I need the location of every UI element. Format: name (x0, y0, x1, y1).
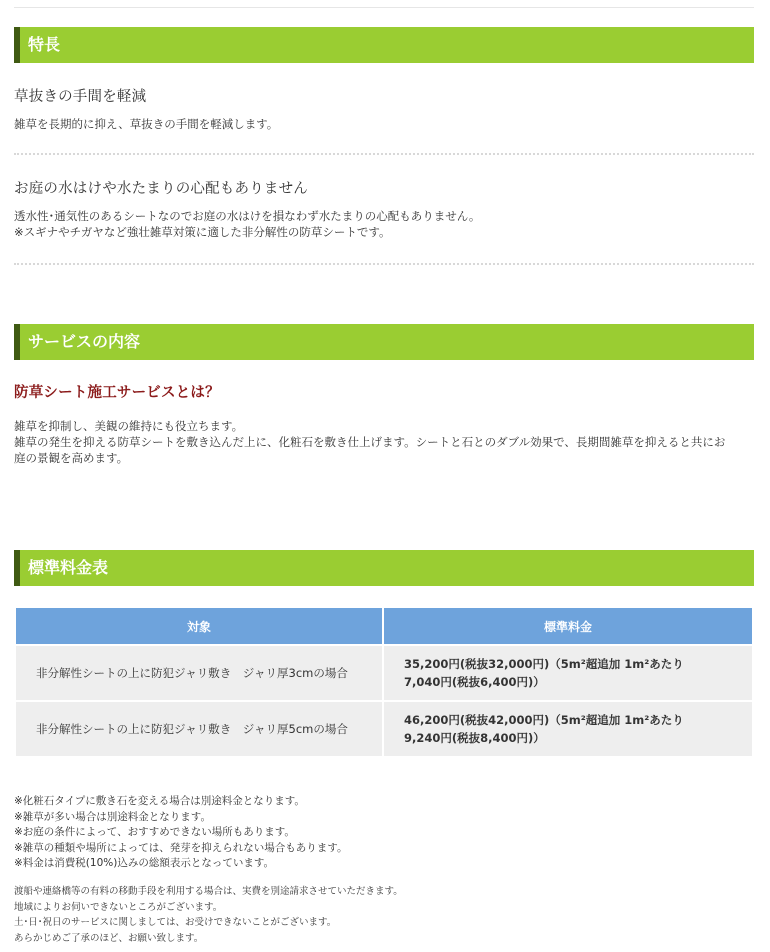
service-text-line: 庭の景観を高めます。 (14, 451, 129, 465)
note-line: ※化粧石タイプに敷き石を変える場合は別途料金となります。 (14, 795, 305, 807)
price-line: 46,200円(税抜42,000円)（5m²超追加 1m²あたり (404, 713, 684, 727)
column-header-price: 標準料金 (384, 608, 752, 644)
note-line: ※雑草が多い場合は別途料金となります。 (14, 810, 211, 823)
feature-heading-drainage: お庭の水はけや水たまりの心配もありません (14, 181, 308, 197)
price-table (14, 606, 754, 758)
price-notes (14, 794, 754, 872)
section-pricing-header: 標準料金表 (14, 550, 754, 586)
note-line: ※料金は消費税(10%)込みの総額表示となっています。 (14, 857, 274, 869)
price-line: 35,200円(税抜32,000円)（5m²超追加 1m²あたり (404, 657, 684, 671)
feature-text-line: 透水性･通気性のあるシートなのでお庭の水はけを損なわず水たまりの心配もありません。 (14, 209, 481, 223)
target-cell: 非分解性シートの上に防犯ジャリ敷き ジャリ厚5cmの場合 (16, 702, 382, 756)
section-service-header: サービスの内容 (14, 324, 754, 360)
service-conditions (14, 884, 754, 946)
target-cell: 非分解性シートの上に防犯ジャリ敷き ジャリ厚3cmの場合 (16, 646, 382, 700)
price-cell (384, 702, 752, 756)
service-heading: 防草シート施工サービスとは？ (14, 385, 220, 401)
dotted-divider (14, 263, 754, 265)
section-features-header: 特長 (14, 27, 754, 63)
service-text-line: 雑草を抑制し、美観の維持にも役立ちます。 (14, 419, 244, 433)
top-divider (14, 7, 754, 8)
note-line: ※お庭の条件によって、おすすめできない場所もあります。 (14, 826, 295, 838)
feature-heading-weeding: 草抜きの手間を軽減 (14, 89, 147, 105)
feature-text-weeding: 雑草を長期的に抑え、草抜きの手間を軽減します。 (14, 117, 279, 131)
feature-text-drainage (14, 208, 754, 240)
note-line: ※雑草の種類や場所によっては、発芽を抑えられない場合もあります。 (14, 841, 348, 854)
table-row (16, 646, 752, 700)
service-text-line: 雑草の発生を抑える防草シートを敷き込んだ上に、化粧石を敷き仕上げます。シートと石とのダブル効果で、長期間雑草を抑えると共にお (14, 435, 726, 449)
price-line: 9,240円(税抜8,400円)） (404, 731, 545, 745)
condition-line: 地域によりお伺いできないところがございます。 (14, 901, 223, 913)
feature-text-line: ※スギナやチガヤなど強壮雑草対策に適した非分解性の防草シートです。 (14, 225, 391, 239)
table-header-row (16, 608, 752, 644)
condition-line: あらかじめご了承のほど、お願い致します。 (14, 932, 204, 944)
condition-line: 渡船や連絡橋等の有料の移動手段を利用する場合は、実費を別途請求させていただきます。 (14, 886, 403, 897)
service-description (14, 418, 754, 466)
dotted-divider (14, 153, 754, 155)
price-cell (384, 646, 752, 700)
condition-line: 土･日･祝日のサービスに関しましては、お受けできないことがございます。 (14, 917, 337, 928)
table-row (16, 702, 752, 756)
price-line: 7,040円(税抜6,400円)） (404, 675, 545, 689)
column-header-target: 対象 (16, 608, 382, 644)
